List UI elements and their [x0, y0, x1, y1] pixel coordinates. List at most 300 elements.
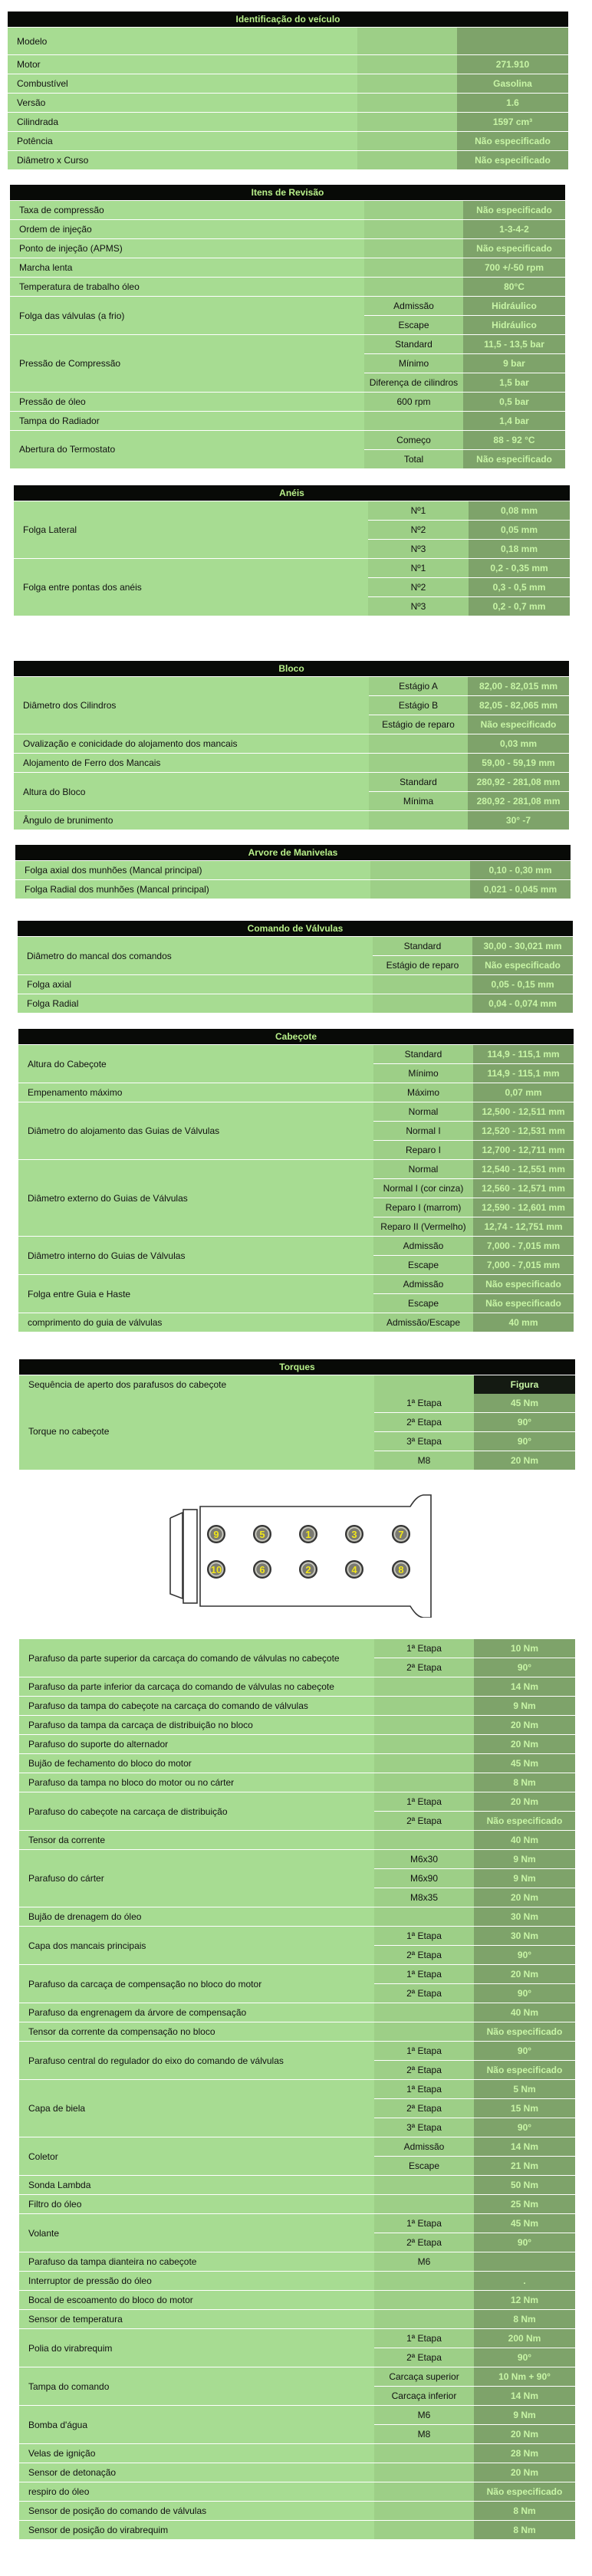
row-sub: 2ª Etapa — [374, 1946, 474, 1965]
row-value: 90° — [474, 1946, 575, 1965]
table-row — [19, 2310, 575, 2329]
bolt-number: 7 — [398, 1529, 404, 1540]
row-label: Capa de biela — [19, 2080, 374, 2137]
table-row — [19, 1375, 575, 1395]
table-row — [8, 132, 568, 151]
row-label: Parafuso da tampa da carcaça de distribuição no bloco — [19, 1716, 374, 1735]
row-sub: 2ª Etapa — [374, 1658, 474, 1677]
row-value: 14 Nm — [474, 2387, 575, 2406]
row-label: Tampa do Radiador — [10, 412, 364, 431]
section-header — [18, 921, 573, 937]
table-torques-extra — [19, 1639, 575, 2539]
row-value: 28 Nm — [474, 2444, 575, 2463]
table-row — [19, 1850, 575, 1869]
row-value: 9 bar — [463, 354, 565, 373]
row-sub — [364, 278, 463, 297]
table-row — [19, 2003, 575, 2022]
table-row — [10, 412, 565, 431]
row-label: Filtro do óleo — [19, 2195, 374, 2214]
row-value: 0,2 - 0,7 mm — [469, 597, 570, 616]
row-value: 0,3 - 0,5 mm — [469, 578, 570, 597]
row-label: Diâmetro interno do Guias de Válvulas — [18, 1237, 373, 1275]
table-row — [19, 2482, 575, 2502]
row-sub: Total — [364, 450, 463, 469]
table-row — [19, 1907, 575, 1927]
row-sub: Estágio de reparo — [369, 715, 468, 734]
row-sub: 1ª Etapa — [374, 2329, 474, 2348]
row-value: 45 Nm — [474, 2214, 575, 2233]
table-row — [19, 1735, 575, 1754]
table-row — [19, 2137, 575, 2157]
row-label: Combustível — [8, 74, 357, 94]
row-sub: 1ª Etapa — [374, 1927, 474, 1946]
row-value: 40 mm — [473, 1313, 574, 1332]
row-value: 1.6 — [457, 94, 568, 113]
bolt-number: 10 — [210, 1564, 222, 1576]
row-label: Parafuso da tampa no bloco do motor ou no cárter — [19, 1773, 374, 1792]
row-value: 12,520 - 12,531 mm — [473, 1122, 574, 1141]
row-value: 0,05 mm — [469, 521, 570, 540]
section-title: Comando de Válvulas — [18, 921, 573, 937]
row-value: 8 Nm — [474, 2310, 575, 2329]
table-row — [10, 258, 565, 278]
figure-link[interactable]: Figura — [474, 1375, 575, 1395]
bolt-number: 5 — [259, 1529, 265, 1540]
row-sub: Normal I (cor cinza) — [373, 1179, 473, 1198]
row-label: Diâmetro externo do Guias de Válvulas — [18, 1160, 373, 1237]
row-label: Sensor de posição do comando de válvulas — [19, 2502, 374, 2521]
row-sub: Admissão — [374, 2137, 474, 2157]
table-row — [19, 1754, 575, 1773]
table-row — [19, 2252, 575, 2272]
row-value: Hidráulico — [463, 316, 565, 335]
row-label: Parafuso do suporte do alternador — [19, 1735, 374, 1754]
row-sub — [374, 2195, 474, 2214]
row-label: Bujão de drenagem do óleo — [19, 1907, 374, 1927]
row-sub: 2ª Etapa — [374, 2348, 474, 2367]
row-label: Capa dos mancais principais — [19, 1927, 374, 1965]
row-label: Tensor da corrente — [19, 1831, 374, 1850]
row-sub: 2ª Etapa — [374, 1984, 474, 2003]
row-sub: Mínimo — [364, 354, 463, 373]
row-value: 20 Nm — [474, 1965, 575, 1984]
row-sub: 1ª Etapa — [374, 1394, 474, 1413]
row-value: 12,540 - 12,551 mm — [473, 1160, 574, 1179]
row-sub: Nº2 — [368, 521, 469, 540]
row-value: 280,92 - 281,08 mm — [468, 792, 569, 811]
row-sub: Diferença de cilindros — [364, 373, 463, 393]
row-label: Folga entre pontas dos anéis — [14, 559, 368, 616]
bolt-number: 2 — [305, 1564, 311, 1576]
table-row — [14, 677, 569, 696]
cylinder-head-outline — [153, 1491, 445, 1618]
row-sub — [374, 2521, 474, 2540]
bolt-2 — [300, 1561, 317, 1578]
row-value: 11,5 - 13,5 bar — [463, 335, 565, 354]
row-sub: M8 — [374, 2425, 474, 2444]
table-row — [19, 1773, 575, 1792]
row-value: 9 Nm — [474, 1850, 575, 1869]
table-row — [18, 975, 573, 994]
row-sub: Estágio de reparo — [373, 956, 472, 975]
table-row — [18, 1275, 574, 1294]
table-row — [18, 1160, 574, 1179]
bolt-number: 8 — [398, 1564, 404, 1576]
row-label: Parafuso do cabeçote na carcaça de distribuição — [19, 1792, 374, 1831]
row-label: Ponto de injeção (APMS) — [10, 239, 364, 258]
row-label: Tampa do comando — [19, 2367, 374, 2406]
table-row — [18, 937, 573, 956]
row-value: 45 Nm — [474, 1394, 575, 1413]
row-value: 20 Nm — [474, 1716, 575, 1735]
section-header — [14, 485, 570, 501]
row-value: Não especificado — [474, 2061, 575, 2080]
row-value: 30 Nm — [474, 1927, 575, 1946]
torques-rows — [19, 1394, 575, 1470]
row-value: 82,00 - 82,015 mm — [468, 677, 569, 696]
table-row — [18, 1102, 574, 1122]
row-label: Pressão de óleo — [10, 393, 364, 412]
table-row — [19, 1697, 575, 1716]
row-sub — [374, 1831, 474, 1850]
table-row — [10, 297, 565, 316]
row-sub: Standard — [373, 1045, 473, 1064]
row-value: 90° — [474, 1413, 575, 1432]
row-sub: Nº1 — [368, 559, 469, 578]
row-value: 5 Nm — [474, 2080, 575, 2099]
table-row — [19, 1927, 575, 1946]
row-sub: 1ª Etapa — [374, 1639, 474, 1658]
row-value: 0,05 - 0,15 mm — [472, 975, 573, 994]
row-sub — [374, 2176, 474, 2195]
row-sub: 1ª Etapa — [374, 1792, 474, 1812]
row-sub — [357, 94, 457, 113]
row-label: Abertura do Termostato — [10, 431, 364, 469]
bolt-number: 3 — [351, 1529, 357, 1540]
row-label: Parafuso da parte superior da carcaça do comando de válvulas no cabeçote — [19, 1639, 374, 1677]
row-sub: Estágio B — [369, 696, 468, 715]
row-value: 0,04 - 0,074 mm — [472, 994, 573, 1014]
row-value: 12,500 - 12,511 mm — [473, 1102, 574, 1122]
table-row — [10, 220, 565, 239]
row-sub: Escape — [364, 316, 463, 335]
row-sub: Escape — [373, 1294, 473, 1313]
row-label: Folga entre Guia e Haste — [18, 1275, 373, 1313]
row-value: Não especificado — [472, 956, 573, 975]
row-label: Diâmetro do mancal dos comandos — [18, 937, 373, 975]
row-sub: Mínima — [369, 792, 468, 811]
table-comando-valvulas — [18, 921, 573, 1013]
row-label: Parafuso do cárter — [19, 1850, 374, 1907]
table-bloco — [14, 661, 569, 830]
row-sub — [374, 1716, 474, 1735]
row-sub: 600 rpm — [364, 393, 463, 412]
row-value: 40 Nm — [474, 1831, 575, 1850]
section-title: Itens de Revisão — [10, 185, 565, 201]
bolt-number: 4 — [351, 1564, 357, 1576]
bolt-4 — [346, 1561, 363, 1578]
row-value: 1-3-4-2 — [463, 220, 565, 239]
row-label: Torque no cabeçote — [19, 1394, 374, 1470]
row-sub: Admissão — [364, 297, 463, 316]
row-sub — [357, 113, 457, 132]
row-sub: M6x90 — [374, 1869, 474, 1888]
table-row — [19, 2329, 575, 2348]
table-row — [19, 1677, 575, 1697]
row-value: Não especificado — [463, 201, 565, 220]
row-sub — [374, 2310, 474, 2329]
table-row — [8, 55, 568, 74]
row-label: Altura do Cabeçote — [18, 1045, 373, 1083]
table-arvore-manivelas — [15, 845, 571, 899]
table-row — [10, 201, 565, 220]
row-label: Folga axial — [18, 975, 373, 994]
table-row — [14, 559, 570, 578]
row-sub — [369, 811, 468, 830]
section-title: Anéis — [14, 485, 570, 501]
table-row — [19, 1639, 575, 1658]
row-label: Diâmetro dos Cilindros — [14, 677, 369, 734]
row-label: Parafuso da tampa dianteira no cabeçote — [19, 2252, 374, 2272]
table-row — [14, 811, 569, 830]
row-sub: Admissão/Escape — [373, 1313, 473, 1332]
row-label: Versão — [8, 94, 357, 113]
row-value: Não especificado — [457, 132, 568, 151]
row-value: 7,000 - 7,015 mm — [473, 1237, 574, 1256]
row-label: Ângulo de brunimento — [14, 811, 369, 830]
row-value: 9 Nm — [474, 1697, 575, 1716]
row-value: 0,08 mm — [469, 501, 570, 521]
row-label: Temperatura de trabalho óleo — [10, 278, 364, 297]
table-row — [8, 151, 568, 170]
bolt-number: 9 — [213, 1529, 219, 1540]
table-row — [19, 1394, 575, 1413]
row-sub: M6 — [374, 2406, 474, 2425]
bolt-3 — [346, 1526, 363, 1543]
row-sub — [364, 239, 463, 258]
row-label: Polia do virabrequim — [19, 2329, 374, 2367]
row-sub: M6x30 — [374, 1850, 474, 1869]
row-sub: 2ª Etapa — [374, 1812, 474, 1831]
section-header — [14, 661, 569, 677]
section-title: Arvore de Manivelas — [15, 845, 571, 861]
row-sub — [369, 754, 468, 773]
table-row — [19, 2080, 575, 2099]
table-row — [18, 1083, 574, 1102]
row-sub — [357, 55, 457, 74]
row-label: Interruptor de pressão do óleo — [19, 2272, 374, 2291]
table-row — [15, 880, 571, 899]
row-label: Parafuso da engrenagem da árvore de compensação — [19, 2003, 374, 2022]
section-title: Torques — [19, 1359, 575, 1375]
table-row — [8, 28, 568, 55]
row-sub — [370, 880, 470, 899]
table-row — [19, 2367, 575, 2387]
table-row — [14, 501, 570, 521]
row-sub — [370, 861, 470, 880]
row-sub: Carcaça inferior — [374, 2387, 474, 2406]
row-label: Sequência de aperto dos parafusos do cabeçote — [19, 1375, 374, 1395]
row-value: 1597 cm³ — [457, 113, 568, 132]
row-sub — [364, 201, 463, 220]
row-sub: 2ª Etapa — [374, 2061, 474, 2080]
row-label: Sensor de posição do virabrequim — [19, 2521, 374, 2540]
row-sub: M8x35 — [374, 1888, 474, 1907]
row-value: 15 Nm — [474, 2099, 575, 2118]
row-label: Alojamento de Ferro dos Mancais — [14, 754, 369, 773]
row-value: 90° — [474, 2348, 575, 2367]
table-row — [14, 734, 569, 754]
row-sub: Standard — [373, 937, 472, 956]
row-value: 90° — [474, 1658, 575, 1677]
row-value: 12,700 - 12,711 mm — [473, 1141, 574, 1160]
row-sub: 1ª Etapa — [374, 1965, 474, 1984]
row-sub: 1ª Etapa — [374, 2214, 474, 2233]
bolt-6 — [254, 1561, 271, 1578]
row-value: Não especificado — [474, 2022, 575, 2042]
table-row — [19, 2042, 575, 2061]
row-value: Não especificado — [473, 1275, 574, 1294]
row-label: Folga axial dos munhões (Mancal principal) — [15, 861, 370, 880]
section-title: Cabeçote — [18, 1029, 574, 1045]
row-value: 90° — [474, 2118, 575, 2137]
row-sub — [374, 2502, 474, 2521]
row-value: 271.910 — [457, 55, 568, 74]
row-label: Modelo — [8, 28, 357, 55]
row-value: 12 Nm — [474, 2291, 575, 2310]
row-sub — [364, 412, 463, 431]
row-label: Folga das válvulas (a frio) — [10, 297, 364, 335]
row-value: 9 Nm — [474, 2406, 575, 2425]
row-value — [474, 2252, 575, 2272]
row-sub: Admissão — [373, 1237, 473, 1256]
row-value: 45 Nm — [474, 1754, 575, 1773]
row-value: Não especificado — [468, 715, 569, 734]
row-value: 20 Nm — [474, 2425, 575, 2444]
table-row — [19, 2463, 575, 2482]
bolt-9 — [208, 1526, 225, 1543]
table-torques — [19, 1359, 575, 1470]
row-label: Velas de ignição — [19, 2444, 374, 2463]
table-row — [14, 754, 569, 773]
row-sub: 3ª Etapa — [374, 2118, 474, 2137]
row-sub: Nº2 — [368, 578, 469, 597]
row-value: 12,590 - 12,601 mm — [473, 1198, 574, 1217]
row-sub: Estágio A — [369, 677, 468, 696]
row-value: 20 Nm — [474, 1792, 575, 1812]
row-sub: Máximo — [373, 1083, 473, 1102]
row-value: 10 Nm + 90° — [474, 2367, 575, 2387]
row-label: Folga Radial — [18, 994, 373, 1014]
row-sub — [374, 1907, 474, 1927]
bolt-number: 1 — [305, 1529, 311, 1540]
row-sub: Reparo I — [373, 1141, 473, 1160]
row-value: 0,07 mm — [473, 1083, 574, 1102]
row-value: . — [474, 2272, 575, 2291]
row-value: 88 - 92 °C — [463, 431, 565, 450]
row-value: 82,05 - 82,065 mm — [468, 696, 569, 715]
row-label: Parafuso da carcaça de compensação no bloco do motor — [19, 1965, 374, 2003]
table-row — [8, 74, 568, 94]
row-value: Gasolina — [457, 74, 568, 94]
row-value: 7,000 - 7,015 mm — [473, 1256, 574, 1275]
table-row — [18, 1313, 574, 1332]
row-sub — [369, 734, 468, 754]
row-label: comprimento do guia de válvulas — [18, 1313, 373, 1332]
row-sub — [374, 1677, 474, 1697]
row-value: 280,92 - 281,08 mm — [468, 773, 569, 792]
table-row — [8, 113, 568, 132]
row-value: 30 Nm — [474, 1907, 575, 1927]
section-title: Bloco — [14, 661, 569, 677]
row-value: 200 Nm — [474, 2329, 575, 2348]
row-value: Não especificado — [463, 239, 565, 258]
row-label: Folga Radial dos munhões (Mancal principal) — [15, 880, 370, 899]
table-row — [18, 1237, 574, 1256]
row-sub: Normal — [373, 1160, 473, 1179]
row-value: 8 Nm — [474, 2502, 575, 2521]
table-row — [10, 431, 565, 450]
row-value: 25 Nm — [474, 2195, 575, 2214]
section-header — [18, 1029, 574, 1045]
row-sub: 2ª Etapa — [374, 1413, 474, 1432]
bolt-5 — [254, 1526, 271, 1543]
row-sub: Normal — [373, 1102, 473, 1122]
row-sub — [357, 74, 457, 94]
row-value: Não especificado — [473, 1294, 574, 1313]
row-label: Empenamento máximo — [18, 1083, 373, 1102]
row-sub: Admissão — [373, 1275, 473, 1294]
row-label: Sensor de temperatura — [19, 2310, 374, 2329]
table-row — [19, 2406, 575, 2425]
table-row — [19, 1716, 575, 1735]
row-label: Folga Lateral — [14, 501, 368, 559]
section-title: Identificação do veículo — [8, 12, 568, 28]
row-sub — [357, 151, 457, 170]
row-label: Diâmetro x Curso — [8, 151, 357, 170]
row-label: Diâmetro do alojamento das Guias de Válvulas — [18, 1102, 373, 1160]
row-value: Não especificado — [463, 450, 565, 469]
row-sub: M8 — [374, 1451, 474, 1470]
row-sub: M6 — [374, 2252, 474, 2272]
row-value: 20 Nm — [474, 1451, 575, 1470]
row-sub: 2ª Etapa — [374, 2233, 474, 2252]
row-label: Marcha lenta — [10, 258, 364, 278]
row-value: 59,00 - 59,19 mm — [468, 754, 569, 773]
cylinder-head-bolt-diagram — [153, 1491, 445, 1618]
row-sub: Reparo I (marrom) — [373, 1198, 473, 1217]
row-label: Coletor — [19, 2137, 374, 2176]
row-sub — [374, 2272, 474, 2291]
row-value: 0,10 - 0,30 mm — [470, 861, 571, 880]
row-label: respiro do óleo — [19, 2482, 374, 2502]
table-row — [19, 2291, 575, 2310]
row-value: 10 Nm — [474, 1639, 575, 1658]
row-value — [457, 28, 568, 55]
row-value: 9 Nm — [474, 1869, 575, 1888]
row-sub — [357, 132, 457, 151]
table-row — [18, 1045, 574, 1064]
table-itens-revisao — [10, 185, 565, 469]
table-row — [10, 278, 565, 297]
row-sub — [374, 2291, 474, 2310]
row-label: Bujão de fechamento do bloco do motor — [19, 1754, 374, 1773]
row-label: Cilindrada — [8, 113, 357, 132]
table-row — [19, 2214, 575, 2233]
row-sub: Nº3 — [368, 540, 469, 559]
bolt-8 — [393, 1561, 409, 1578]
row-value: 40 Nm — [474, 2003, 575, 2022]
